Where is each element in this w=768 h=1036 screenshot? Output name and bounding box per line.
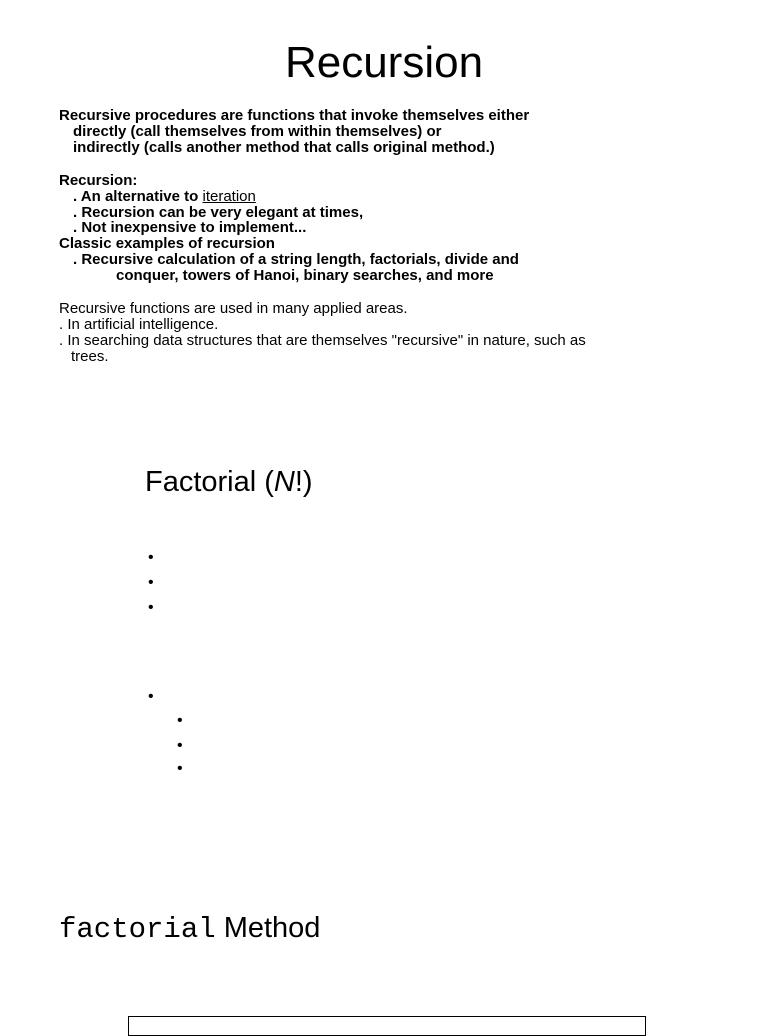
factorial-title [145, 465, 313, 499]
bullet-dot: • [148, 688, 154, 705]
code-box [128, 1016, 646, 1036]
factorial-title-prefix: Factorial ( [145, 466, 274, 498]
factorial-title-suffix: !) [294, 466, 313, 498]
page-title: Recursion [284, 38, 484, 87]
classic-line-2: conquer, towers of Hanoi, binary searches, and more [116, 267, 494, 284]
factorial-title-var: N [273, 466, 295, 498]
sub-bullet-dot: • [177, 737, 183, 754]
factorial-method-code: factorial [59, 913, 216, 946]
sub-bullet-dot: • [177, 760, 183, 777]
applied-ds-line-2: trees. [71, 348, 109, 365]
factorial-method-text: Method [215, 912, 321, 944]
bullet-elegant: . Recursion can be very elegant at times, [73, 204, 364, 221]
classic-heading: Classic examples of recursion [59, 235, 275, 252]
bullet-expensive: . Not inexpensive to implement... [73, 219, 307, 236]
bullet-alternative-text: . An alternative to [73, 188, 203, 205]
bullet-dot: • [148, 549, 154, 566]
sub-bullet-dot: • [177, 712, 183, 729]
applied-ds-line-1: . In searching data structures that are themselves "recursive" in nature, such as [59, 332, 586, 349]
intro-line-1: Recursive procedures are functions that invoke themselves either [59, 107, 530, 124]
intro-line-3: indirectly (calls another method that calls original method.) [73, 139, 495, 156]
bullet-dot: • [148, 574, 154, 591]
bullet-alternative [73, 189, 256, 205]
iteration-link[interactable]: iteration [202, 188, 256, 205]
intro-line-2: directly (call themselves from within themselves) or [73, 123, 442, 140]
classic-line-1: . Recursive calculation of a string length, factorials, divide and [73, 251, 519, 268]
recursion-heading: Recursion: [59, 172, 138, 189]
applied-heading: Recursive functions are used in many applied areas. [59, 300, 408, 317]
applied-ai: . In artificial intelligence. [59, 316, 219, 333]
bullet-dot: • [148, 599, 154, 616]
factorial-method-title [59, 911, 320, 947]
